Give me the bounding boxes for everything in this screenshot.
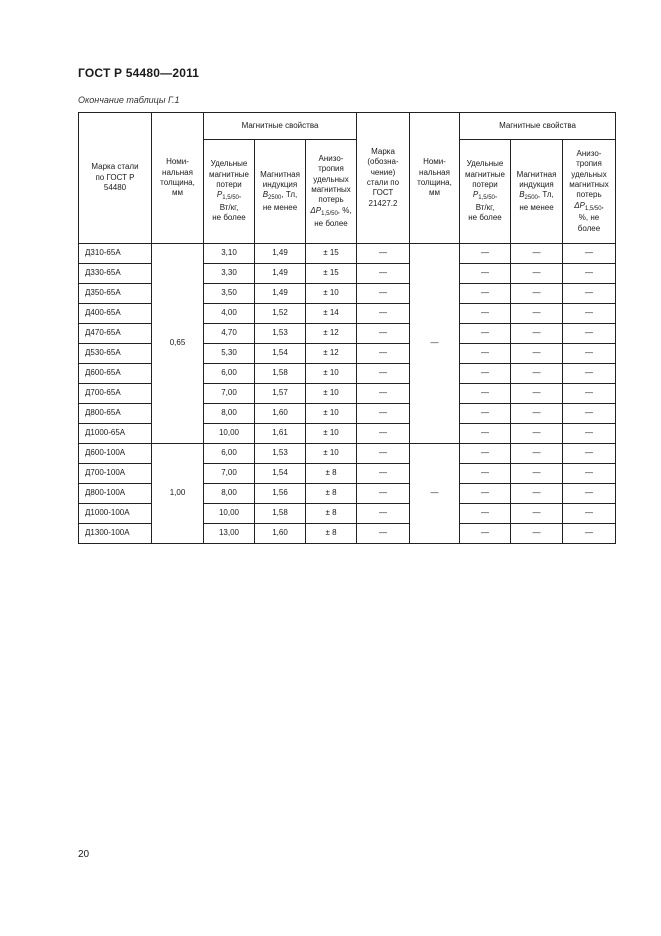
cell-aniso-2: — <box>563 444 616 464</box>
cell-mark: — <box>357 244 410 264</box>
header-row-top <box>79 113 616 140</box>
cell-grade: Д700-65А <box>79 384 152 404</box>
table-body <box>79 244 616 544</box>
cell-loss-2: — <box>460 404 511 424</box>
cell-grade: Д700-100А <box>79 464 152 484</box>
header-induction-2: Магнитная индукция $B_{2500}$, Тл, не менее <box>511 140 563 244</box>
table-row <box>79 244 616 264</box>
cell-loss: 7,00 <box>204 384 255 404</box>
cell-loss-2: — <box>460 384 511 404</box>
cell-aniso-2: — <box>563 404 616 424</box>
cell-mark: — <box>357 404 410 424</box>
cell-induction-2: — <box>511 244 563 264</box>
document-header: ГОСТ Р 54480—2011 <box>78 66 200 80</box>
page-number: 20 <box>78 849 90 860</box>
cell-grade: Д530-65А <box>79 344 152 364</box>
cell-thickness: 1,00 <box>152 444 204 544</box>
cell-grade: Д600-65А <box>79 364 152 384</box>
cell-induction: 1,56 <box>255 484 306 504</box>
cell-induction-2: — <box>511 484 563 504</box>
cell-induction: 1,60 <box>255 404 306 424</box>
header-thickness: Номи- нальная толщина, мм <box>152 113 204 244</box>
cell-induction: 1,54 <box>255 344 306 364</box>
cell-aniso: ± 8 <box>306 524 357 544</box>
cell-loss-2: — <box>460 504 511 524</box>
table-row <box>79 444 616 464</box>
cell-aniso: ± 10 <box>306 384 357 404</box>
cell-induction: 1,49 <box>255 244 306 264</box>
cell-mark: — <box>357 464 410 484</box>
cell-induction-2: — <box>511 524 563 544</box>
cell-loss-2: — <box>460 524 511 544</box>
cell-grade: Д350-65А <box>79 284 152 304</box>
cell-aniso: ± 10 <box>306 404 357 424</box>
cell-aniso-2: — <box>563 264 616 284</box>
cell-induction-2: — <box>511 444 563 464</box>
cell-aniso-2: — <box>563 484 616 504</box>
cell-induction: 1,53 <box>255 444 306 464</box>
cell-aniso-2: — <box>563 524 616 544</box>
cell-loss: 7,00 <box>204 464 255 484</box>
cell-loss: 3,10 <box>204 244 255 264</box>
cell-induction-2: — <box>511 384 563 404</box>
cell-induction-2: — <box>511 324 563 344</box>
cell-grade: Д1000-100А <box>79 504 152 524</box>
cell-aniso: ± 10 <box>306 424 357 444</box>
table-caption: Окончание таблицы Г.1 <box>78 95 180 105</box>
header-grade: Марка стали по ГОСТ Р 54480 <box>79 113 152 244</box>
cell-grade: Д310-65А <box>79 244 152 264</box>
cell-induction: 1,58 <box>255 504 306 524</box>
cell-aniso-2: — <box>563 304 616 324</box>
header-induction: Магнитная индукция $B_{2500}$, Тл, не менее <box>255 140 306 244</box>
header-specific-loss-2: Удельные магнитные потери $P_{1,5/50}$, Вт/кг, не более <box>460 140 511 244</box>
cell-loss: 10,00 <box>204 504 255 524</box>
cell-loss: 8,00 <box>204 484 255 504</box>
cell-induction: 1,58 <box>255 364 306 384</box>
cell-aniso: ± 12 <box>306 324 357 344</box>
cell-thickness-2: — <box>410 444 460 544</box>
cell-aniso-2: — <box>563 424 616 444</box>
header-anisotropy-2: Анизо- тропия удельных магнитных потерь $\Delta P_{1,5/50}$, %, не более <box>563 140 616 244</box>
cell-loss-2: — <box>460 244 511 264</box>
cell-loss: 3,50 <box>204 284 255 304</box>
cell-loss: 4,70 <box>204 324 255 344</box>
cell-loss-2: — <box>460 444 511 464</box>
cell-induction-2: — <box>511 304 563 324</box>
cell-loss-2: — <box>460 264 511 284</box>
header-magnetic-properties: Магнитные свойства <box>204 113 357 140</box>
cell-aniso-2: — <box>563 244 616 264</box>
cell-aniso: ± 8 <box>306 504 357 524</box>
cell-mark: — <box>357 344 410 364</box>
cell-aniso: ± 14 <box>306 304 357 324</box>
cell-thickness: 0,65 <box>152 244 204 444</box>
cell-thickness-2: — <box>410 244 460 444</box>
cell-loss-2: — <box>460 284 511 304</box>
cell-induction-2: — <box>511 504 563 524</box>
cell-induction-2: — <box>511 424 563 444</box>
cell-mark: — <box>357 384 410 404</box>
cell-mark: — <box>357 504 410 524</box>
cell-aniso-2: — <box>563 364 616 384</box>
cell-loss-2: — <box>460 364 511 384</box>
cell-loss-2: — <box>460 304 511 324</box>
cell-induction: 1,52 <box>255 304 306 324</box>
cell-mark: — <box>357 264 410 284</box>
cell-loss-2: — <box>460 324 511 344</box>
header-anisotropy: Анизо- тропия удельных магнитных потерь $\Delta P_{1,5/50}$, %, не более <box>306 140 357 244</box>
cell-aniso: ± 15 <box>306 264 357 284</box>
cell-aniso-2: — <box>563 504 616 524</box>
cell-aniso-2: — <box>563 284 616 304</box>
cell-induction-2: — <box>511 364 563 384</box>
cell-grade: Д800-65А <box>79 404 152 424</box>
cell-loss: 5,30 <box>204 344 255 364</box>
cell-induction: 1,57 <box>255 384 306 404</box>
cell-grade: Д1000-65А <box>79 424 152 444</box>
cell-loss-2: — <box>460 344 511 364</box>
cell-mark: — <box>357 444 410 464</box>
cell-mark: — <box>357 304 410 324</box>
cell-induction-2: — <box>511 344 563 364</box>
header-magnetic-properties-2: Магнитные свойства <box>460 113 616 140</box>
cell-aniso: ± 8 <box>306 484 357 504</box>
cell-induction-2: — <box>511 284 563 304</box>
steel-grades-table <box>78 112 616 544</box>
cell-induction-2: — <box>511 404 563 424</box>
cell-aniso: ± 15 <box>306 244 357 264</box>
cell-induction: 1,60 <box>255 524 306 544</box>
cell-grade: Д600-100А <box>79 444 152 464</box>
cell-loss: 13,00 <box>204 524 255 544</box>
cell-loss: 4,00 <box>204 304 255 324</box>
cell-grade: Д330-65А <box>79 264 152 284</box>
header-specific-loss: Удельные магнитные потери $P_{1,5/50}$, Вт/кг, не более <box>204 140 255 244</box>
cell-induction: 1,53 <box>255 324 306 344</box>
cell-loss-2: — <box>460 424 511 444</box>
cell-mark: — <box>357 284 410 304</box>
cell-loss: 10,00 <box>204 424 255 444</box>
cell-grade: Д470-65А <box>79 324 152 344</box>
cell-aniso-2: — <box>563 464 616 484</box>
cell-mark: — <box>357 424 410 444</box>
cell-loss-2: — <box>460 464 511 484</box>
cell-induction-2: — <box>511 264 563 284</box>
cell-induction: 1,54 <box>255 464 306 484</box>
cell-mark: — <box>357 524 410 544</box>
cell-mark: — <box>357 324 410 344</box>
cell-aniso-2: — <box>563 324 616 344</box>
cell-aniso-2: — <box>563 344 616 364</box>
cell-grade: Д400-65А <box>79 304 152 324</box>
cell-induction: 1,49 <box>255 264 306 284</box>
cell-aniso: ± 10 <box>306 364 357 384</box>
cell-grade: Д1300-100А <box>79 524 152 544</box>
cell-induction: 1,61 <box>255 424 306 444</box>
cell-mark: — <box>357 484 410 504</box>
cell-mark: — <box>357 364 410 384</box>
header-mark-gost: Марка (обозна- чение) стали по ГОСТ 21427.2 <box>357 113 410 244</box>
header-thickness-2: Номи- нальная толщина, мм <box>410 113 460 244</box>
cell-aniso: ± 10 <box>306 284 357 304</box>
cell-loss-2: — <box>460 484 511 504</box>
cell-grade: Д800-100А <box>79 484 152 504</box>
cell-aniso: ± 10 <box>306 444 357 464</box>
cell-loss: 6,00 <box>204 444 255 464</box>
cell-loss: 6,00 <box>204 364 255 384</box>
cell-induction-2: — <box>511 464 563 484</box>
cell-aniso-2: — <box>563 384 616 404</box>
cell-induction: 1,49 <box>255 284 306 304</box>
cell-aniso: ± 12 <box>306 344 357 364</box>
cell-loss: 8,00 <box>204 404 255 424</box>
cell-loss: 3,30 <box>204 264 255 284</box>
cell-aniso: ± 8 <box>306 464 357 484</box>
